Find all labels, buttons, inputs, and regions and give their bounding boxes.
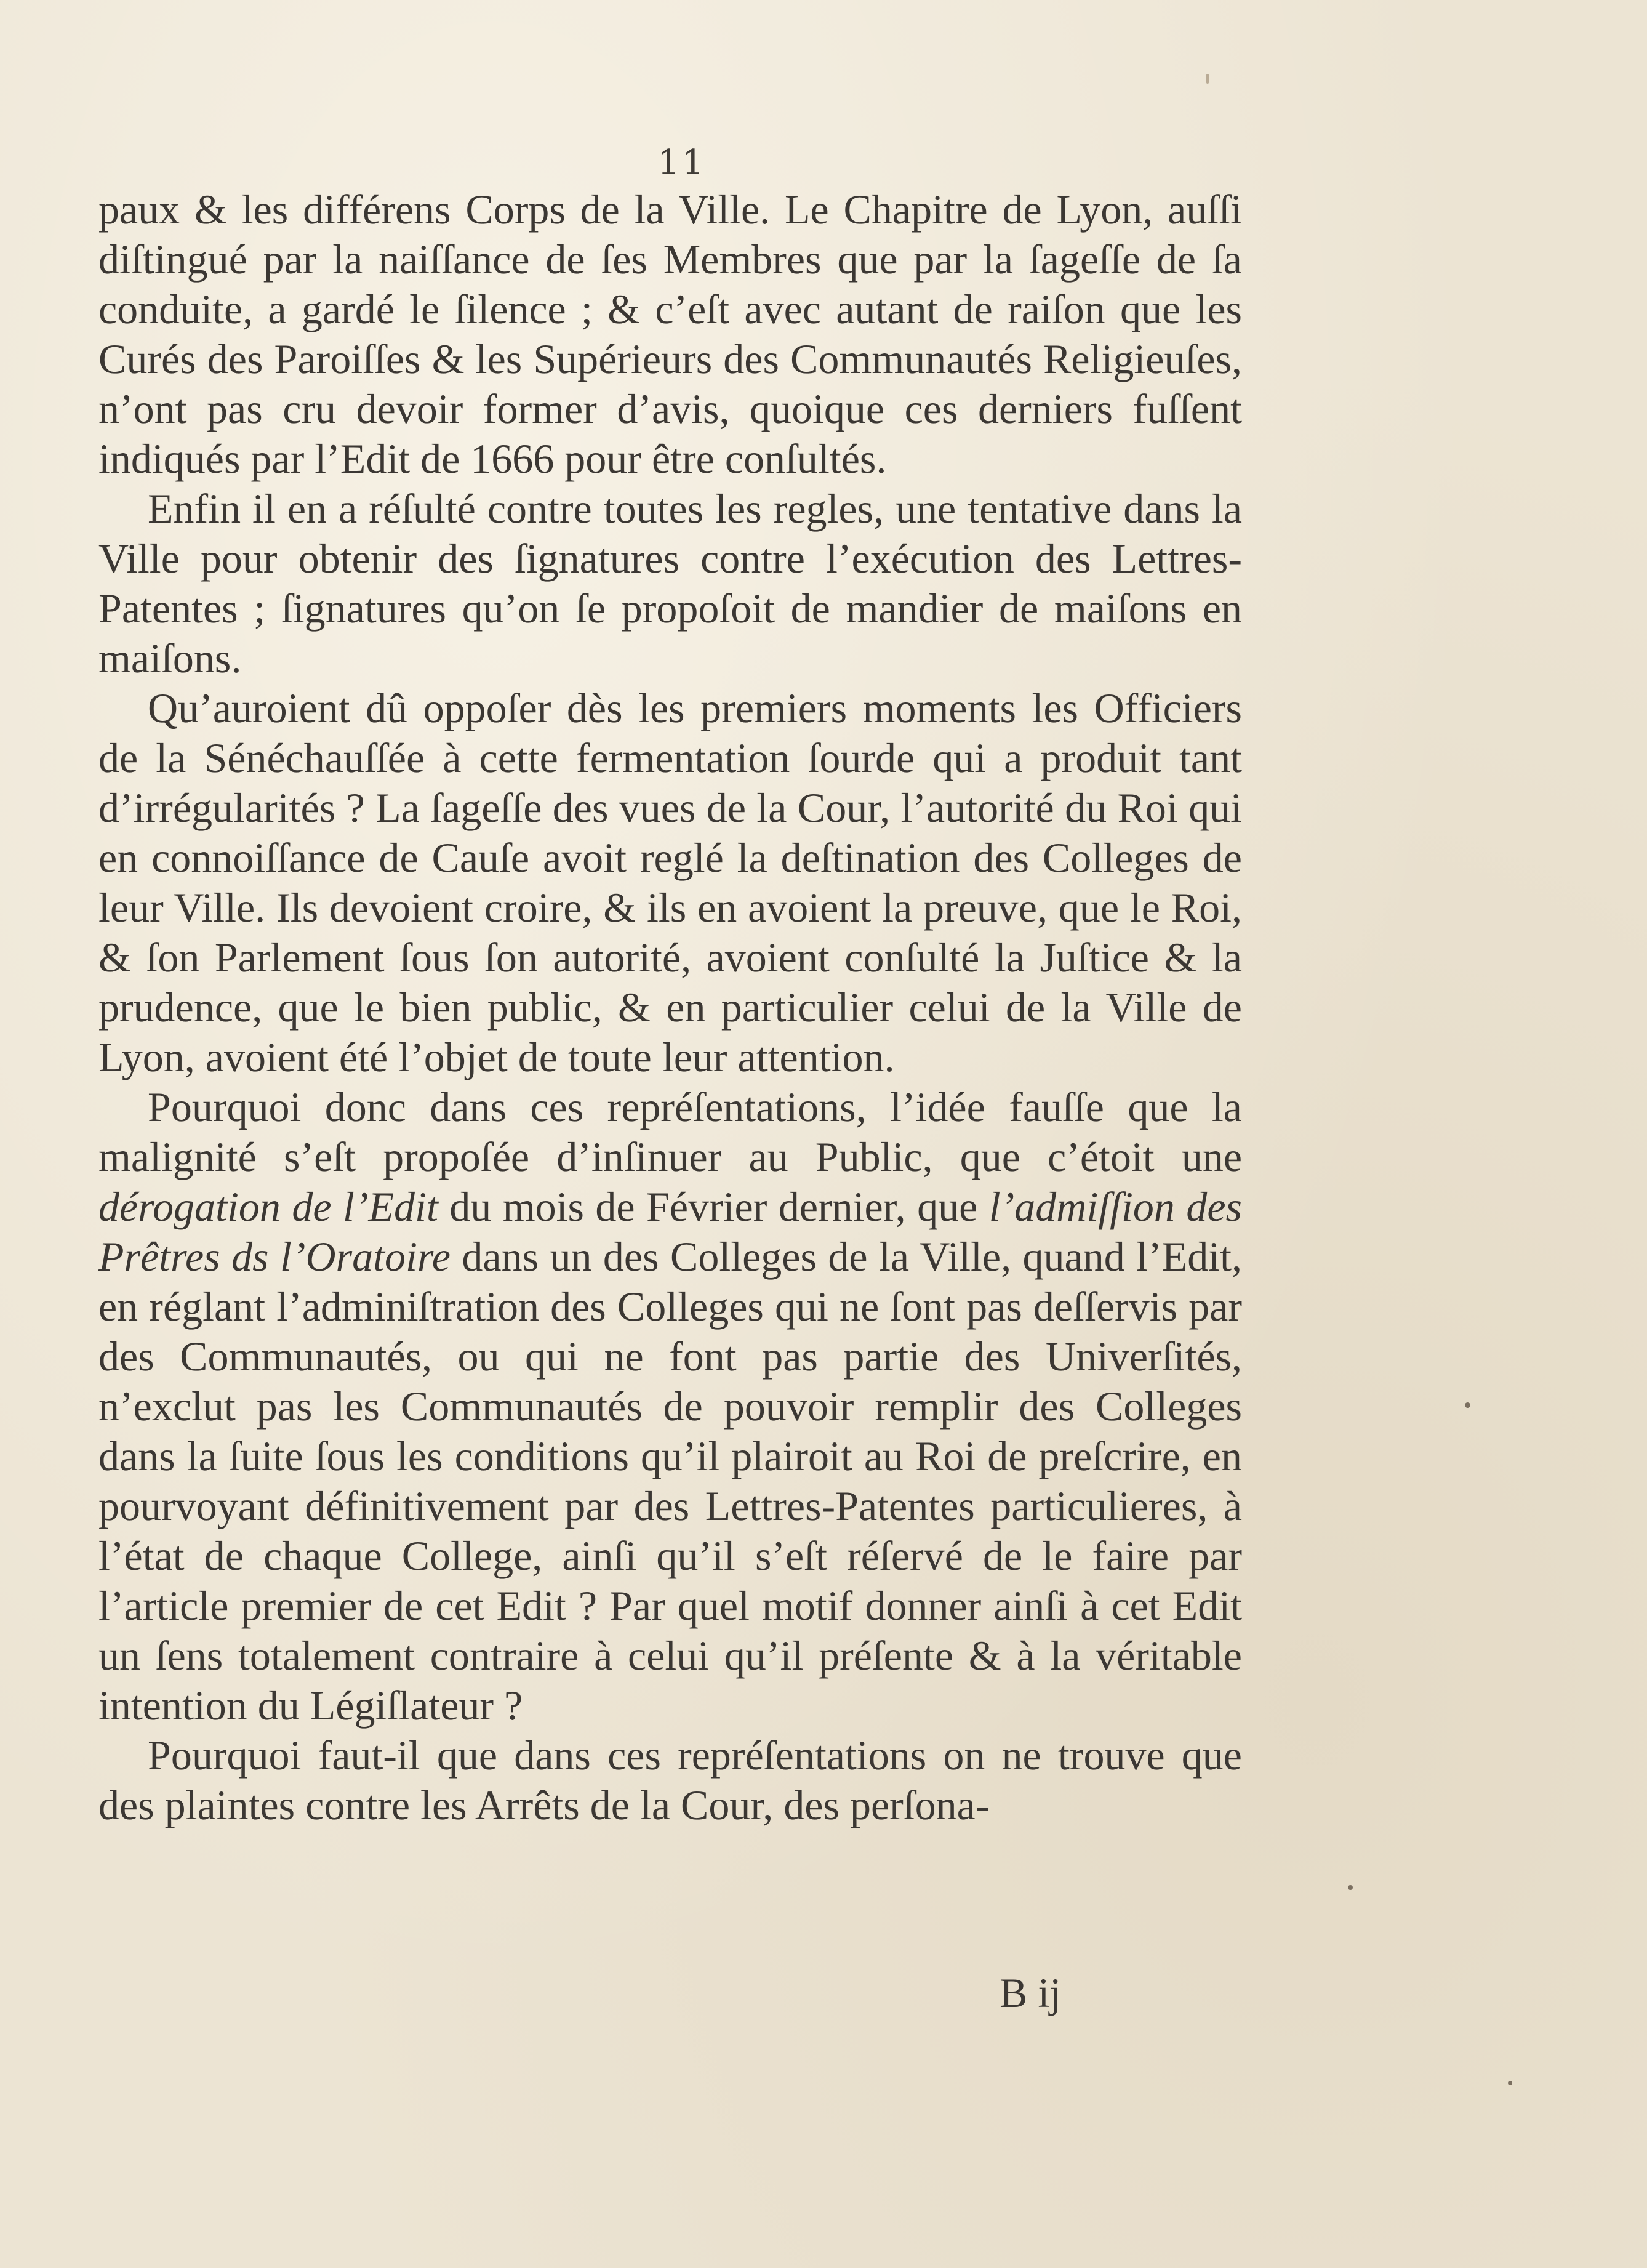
paragraph (98, 683, 1242, 1082)
signature-mark: B ij (1000, 1969, 1062, 2016)
paragraph-text: paux & les différens Corps de la Ville. Le Chapitre de Lyon, auſſi diſtingué par la naiſſance de ſes Membres que par la ſageſſe de ſa conduite, a gardé le ſilence ; & c’eſt avec autant de raiſon que les Curés des Paroiſſes & les Supérieurs des Communautés Religieuſes, n’ont pas cru devoir former d’avis, quoique ces derniers fuſſent indiqués par l’Edit de 1666 pour être conſultés. (98, 186, 1242, 482)
paragraph-text: dans un des Colleges de la Ville, quand l’Edit, en réglant l’adminiſtration des Colleges qui ne ſont pas deſſervis par des Communautés, ou qui ne font pas partie des Univerſités, n’exclut pas les Communautés de pouvoir remplir des Colleges dans la ſuite ſous les conditions qu’il plairoit au Roi de preſcrire, en pourvoyant définitivement par des Lettres-Patentes particulieres, à l’état de chaque College, ainſi qu’il s’eſt réſervé de le faire par l’article premier de cet Edit ? Par quel motif donner ainſi à cet Edit un ſens totalement contraire à celui qu’il préſente & à la véritable intention du Légiſlateur ? (98, 1233, 1242, 1729)
paragraph-continuation (98, 185, 1242, 484)
paragraph-text: Pourquoi faut-il que dans ces repréſentations on ne trouve que des plaintes contre les Arrêts de la Cour, des perſona- (98, 1732, 1242, 1828)
paragraph-text: Pourquoi donc dans ces repréſentations, l’idée fauſſe que la malignité s’eſt propoſée d’inſinuer au Public, que c’étoit une (98, 1084, 1242, 1180)
paper-speck (1465, 1402, 1470, 1408)
italic-phrase: dérogation de l’Edit (98, 1183, 438, 1230)
paragraph (98, 1082, 1242, 1731)
paragraph-text: Enfin il en a réſulté contre toutes les regles, une tentative dans la Ville pour obtenir des ſignatures contre l’exécution des Lettres-Patentes ; ſignatures qu’on ſe propoſoit de mandier de maiſons en maiſons. (98, 485, 1242, 682)
paragraph (98, 484, 1242, 683)
paper-speck (1508, 2081, 1512, 2085)
paper-speck (1206, 74, 1209, 84)
paragraph-text: du mois de Février dernier, que (438, 1183, 989, 1230)
page-number: 11 (657, 143, 707, 183)
paper-speck (1348, 1885, 1353, 1890)
italic-phrase: l’admiſſion des Prêtres ds l’Oratoire (98, 1183, 1243, 1280)
paragraph (98, 1731, 1242, 1830)
body-text (98, 185, 1242, 1830)
paragraph-text: Qu’auroient dû oppoſer dès les premiers moments les Officiers de la Sénéchauſſée à cette fermentation ſourde qui a produit tant d’irrégularités ? La ſageſſe des vues de la Cour, l’autorité du Roi qui en connoiſſance de Cauſe avoit reglé la deſtination des Colleges de leur Ville. Ils devoient croire, & ils en avoient la preuve, que le Roi, & ſon Parlement ſous ſon autorité, avoient conſulté la Juſtice & la prudence, que le bien public, & en particulier celui de la Ville de Lyon, avoient été l’objet de toute leur attention. (98, 685, 1242, 1080)
